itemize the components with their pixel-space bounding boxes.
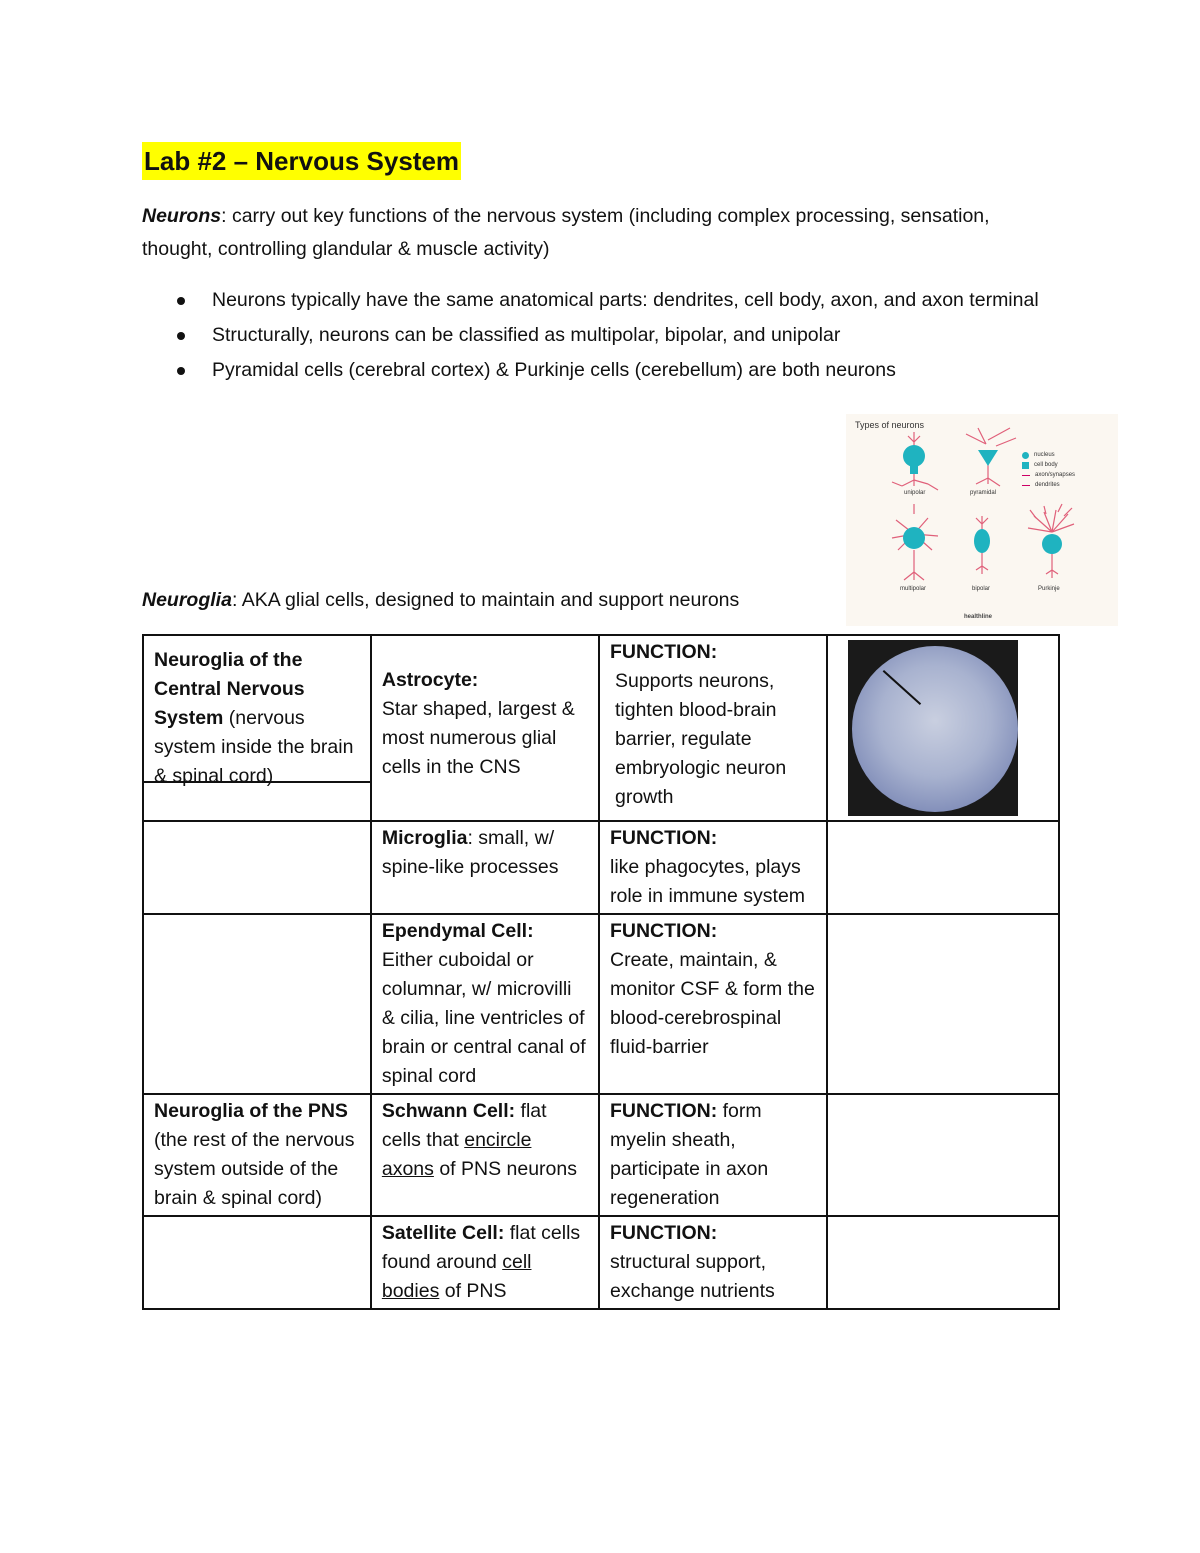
cns-label-bold: Neuroglia of the Central Nervous System [154, 649, 305, 729]
figure-legend [1022, 450, 1075, 490]
schwann-function: form myelin sheath, participate in axon regeneration [609, 1100, 769, 1209]
ependymal-function: Create, maintain, & monitor CSF & form the blood-cerebrospinal fluid-barrier [609, 949, 815, 1058]
figure-brand-logo: healthline [964, 614, 993, 620]
axon-legend-icon [1022, 475, 1030, 476]
legend-item: cell body [1034, 462, 1058, 468]
table-row [143, 635, 1059, 821]
neuroglia-definition: : AKA glial cells, designed to maintain and support neurons [231, 589, 740, 611]
legend-item: axon/synapses [1035, 472, 1076, 478]
cell-body-legend-icon [1022, 462, 1029, 469]
function-label: FUNCTION: [609, 920, 718, 942]
legend-item: nucleus [1034, 452, 1055, 458]
satellite-function: structural support, exchange nutrients [609, 1251, 775, 1302]
astrocyte-function: Supports neurons, tighten blood-brain barrier, regulate embryologic neuron growth [614, 670, 787, 808]
neurons-definition: : carry out key functions of the nervous system (including complex processing, sensation, thought, controlling glandular & muscle activity) [142, 205, 990, 260]
neuron-types-illustration [846, 414, 1118, 626]
schwann-function-cell [599, 1094, 827, 1216]
ependymal-name: Ependymal Cell: [381, 920, 534, 942]
cns-label-cell [143, 635, 371, 821]
astrocyte-desc: Star shaped, largest & most numerous glial cells in the CNS [381, 698, 575, 778]
dendrite-legend-icon [1022, 485, 1030, 486]
neuron-bullet-list [142, 284, 1062, 389]
microglia-function: like phagocytes, plays role in immune system [609, 856, 806, 907]
document-title: Lab #2 – Nervous System [142, 142, 461, 180]
figure-label: bipolar [972, 586, 991, 592]
table-row [143, 1094, 1059, 1216]
neurons-term: Neurons [142, 205, 222, 227]
microglia-desc: : small, w/ spine-like processes [381, 827, 559, 878]
ependymal-desc: Either cuboidal or columnar, w/ microvilli & cilia, line ventricles of brain or central canal of spinal cord [381, 949, 586, 1087]
figure-label: pyramidal [970, 490, 997, 496]
function-label: FUNCTION: [609, 1100, 718, 1122]
pns-label-rest: (the rest of the nervous system outside of the brain & spinal cord) [154, 1129, 355, 1209]
table-row [143, 1216, 1059, 1309]
cns-label [144, 636, 370, 787]
satellite-name: Satellite Cell: [381, 1222, 505, 1244]
pns-label-bold: Neuroglia of the PNS [154, 1100, 348, 1122]
table-row [143, 914, 1059, 1094]
list-item: Neurons typically have the same anatomical parts: dendrites, cell body, axon, and axon terminal [142, 284, 1062, 317]
cns-label-rest: (nervous system inside the brain & spinal cord) [154, 707, 354, 787]
ependymal-cell [371, 914, 599, 1094]
satellite-function-cell [599, 1216, 827, 1309]
figure-label: multipolar [900, 586, 927, 592]
list-item: Pyramidal cells (cerebral cortex) & Purkinje cells (cerebellum) are both neurons [142, 354, 1062, 387]
microglia-name: Microglia [381, 827, 468, 849]
function-label: FUNCTION: [609, 827, 718, 849]
list-item: Structurally, neurons can be classified as multipolar, bipolar, and unipolar [142, 319, 1062, 352]
schwann-underlined: encircle axons [381, 1129, 532, 1180]
astrocyte-micrograph [848, 640, 1018, 816]
microglia-cell [371, 821, 599, 914]
function-label: FUNCTION: [609, 1222, 718, 1244]
nucleus-legend-icon [1022, 452, 1029, 459]
figure-title: Types of neurons [855, 420, 925, 430]
neuroglia-paragraph [142, 584, 739, 617]
ependymal-function-cell [599, 914, 827, 1094]
satellite-cell: Satellite Cell: flat cells found around cell bodies of PNS [371, 1216, 599, 1309]
neuroglia-table [142, 634, 1060, 1310]
table-row [143, 821, 1059, 914]
schwann-name: Schwann Cell: [381, 1100, 516, 1122]
neuron-types-figure [846, 414, 1118, 626]
astrocyte-function-cell [599, 635, 827, 821]
satellite-underlined: cell bodies [381, 1251, 532, 1302]
function-label: FUNCTION: [609, 641, 718, 663]
pns-label-cell [143, 1094, 371, 1216]
astrocyte-cell [371, 635, 599, 821]
figure-label: Purkinje [1038, 586, 1060, 592]
legend-item: dendrites [1035, 482, 1060, 488]
astrocyte-name: Astrocyte: [381, 669, 479, 691]
schwann-cell: Schwann Cell: flat cells that encircle axons of PNS neurons [371, 1094, 599, 1216]
figure-label: unipolar [904, 490, 926, 496]
neurons-paragraph [142, 200, 1042, 266]
microglia-function-cell [599, 821, 827, 914]
neuroglia-term: Neuroglia [142, 589, 232, 611]
astrocyte-image-cell [827, 635, 1059, 821]
